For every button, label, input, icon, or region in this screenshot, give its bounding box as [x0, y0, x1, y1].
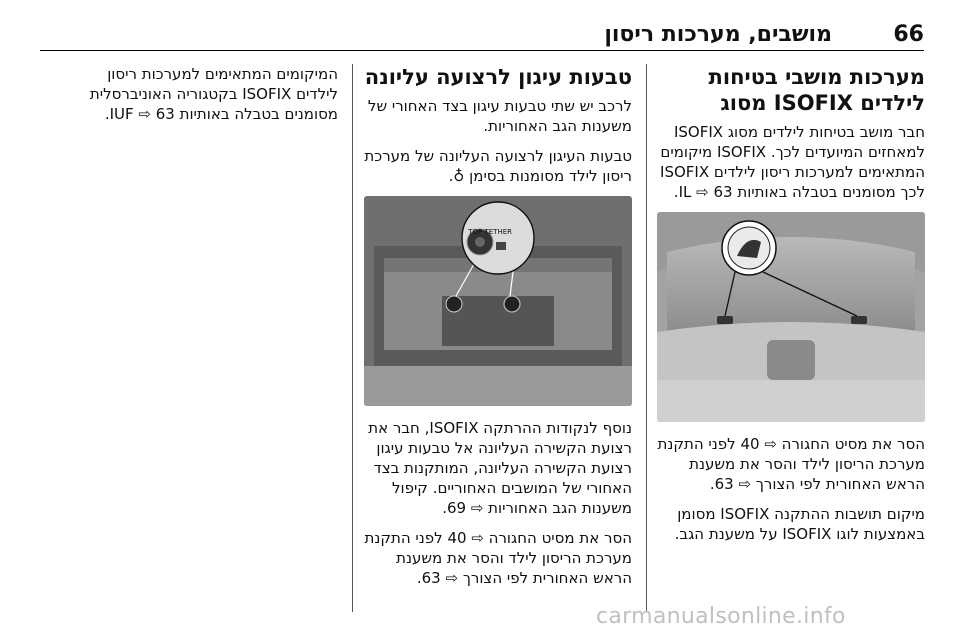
- top-tether-paragraph-1: לרכב יש שתי טבעות עיגון בצד האחורי של משענות הגב האחוריות.: [367, 97, 632, 135]
- header-rule: [40, 50, 924, 51]
- isofix-seat-illustration: [657, 212, 925, 422]
- trunk-tether-illustration: [364, 196, 632, 406]
- isofix-heading: מערכות מושבי בטיחות לילדים ISOFIX מסוג: [708, 65, 925, 115]
- page-number: 66: [893, 22, 924, 47]
- top-tether-heading: טבעות עיגון לרצועה עליונה: [364, 65, 632, 89]
- top-tether-paragraph-4: הסר את מסיט החגורה ⇨ 40 לפני התקנת מערכת הריסון לילד והסר את משענת הראש האחורית לפי הצורך ⇨ 63.: [364, 529, 632, 587]
- top-tether-figure: [364, 196, 632, 406]
- isofix-paragraph-3: מיקום תושבות ההתקנה ISOFIX מסומן באמצעות לוגו ISOFIX על משענת הגב.: [674, 505, 925, 543]
- page-header: [40, 22, 924, 46]
- isofix-seat-figure: [657, 212, 925, 422]
- top-tether-paragraph-3: נוסף לנקודות ההרתקה ISOFIX, חבר את רצועת הקשירה העליונה אל טבעות עיגון רצועת הקשירה העליונה, המותקנות בצד האחורי של המושבים האחוריים. קיפול משענות הגב האחוריות ⇨ 69.: [368, 419, 632, 517]
- column-isofix: [655, 64, 925, 554]
- universal-paragraph: המיקומים המתאימים למערכות ריסון לילדים ISOFIX בקטגוריה האוניברסלית מסומנים בטבלה באותיות IUF ⇨ 63.: [89, 65, 338, 123]
- column-divider: [352, 64, 353, 612]
- isofix-paragraph-2: הסר את מסיט החגורה ⇨ 40 לפני התקנת מערכת הריסון לילד והסר את משענת הראש האחורית לפי הצורך ⇨ 63.: [657, 435, 925, 493]
- column-divider: [646, 64, 647, 612]
- column-top-tether: [362, 64, 632, 598]
- top-tether-label: TOP TETHER: [468, 228, 512, 236]
- watermark: carmanualsonline.info: [596, 604, 846, 629]
- column-universal: [86, 64, 338, 134]
- isofix-paragraph-1: חבר מושב בטיחות לילדים מסוג ISOFIX למאחזים המיועדים לכך. ISOFIX מיקומים המתאימים למערכות ריסון לילדים ISOFIX לכך מסומנים בטבלה באותיות IL ⇨ 63.: [660, 123, 925, 201]
- section-title: מושבים, מערכות ריסון: [604, 22, 832, 47]
- top-tether-paragraph-2: טבעות העיגון לרצועה העליונה של מערכת ריסון לילד מסומנות בסימן ♁.: [364, 147, 632, 185]
